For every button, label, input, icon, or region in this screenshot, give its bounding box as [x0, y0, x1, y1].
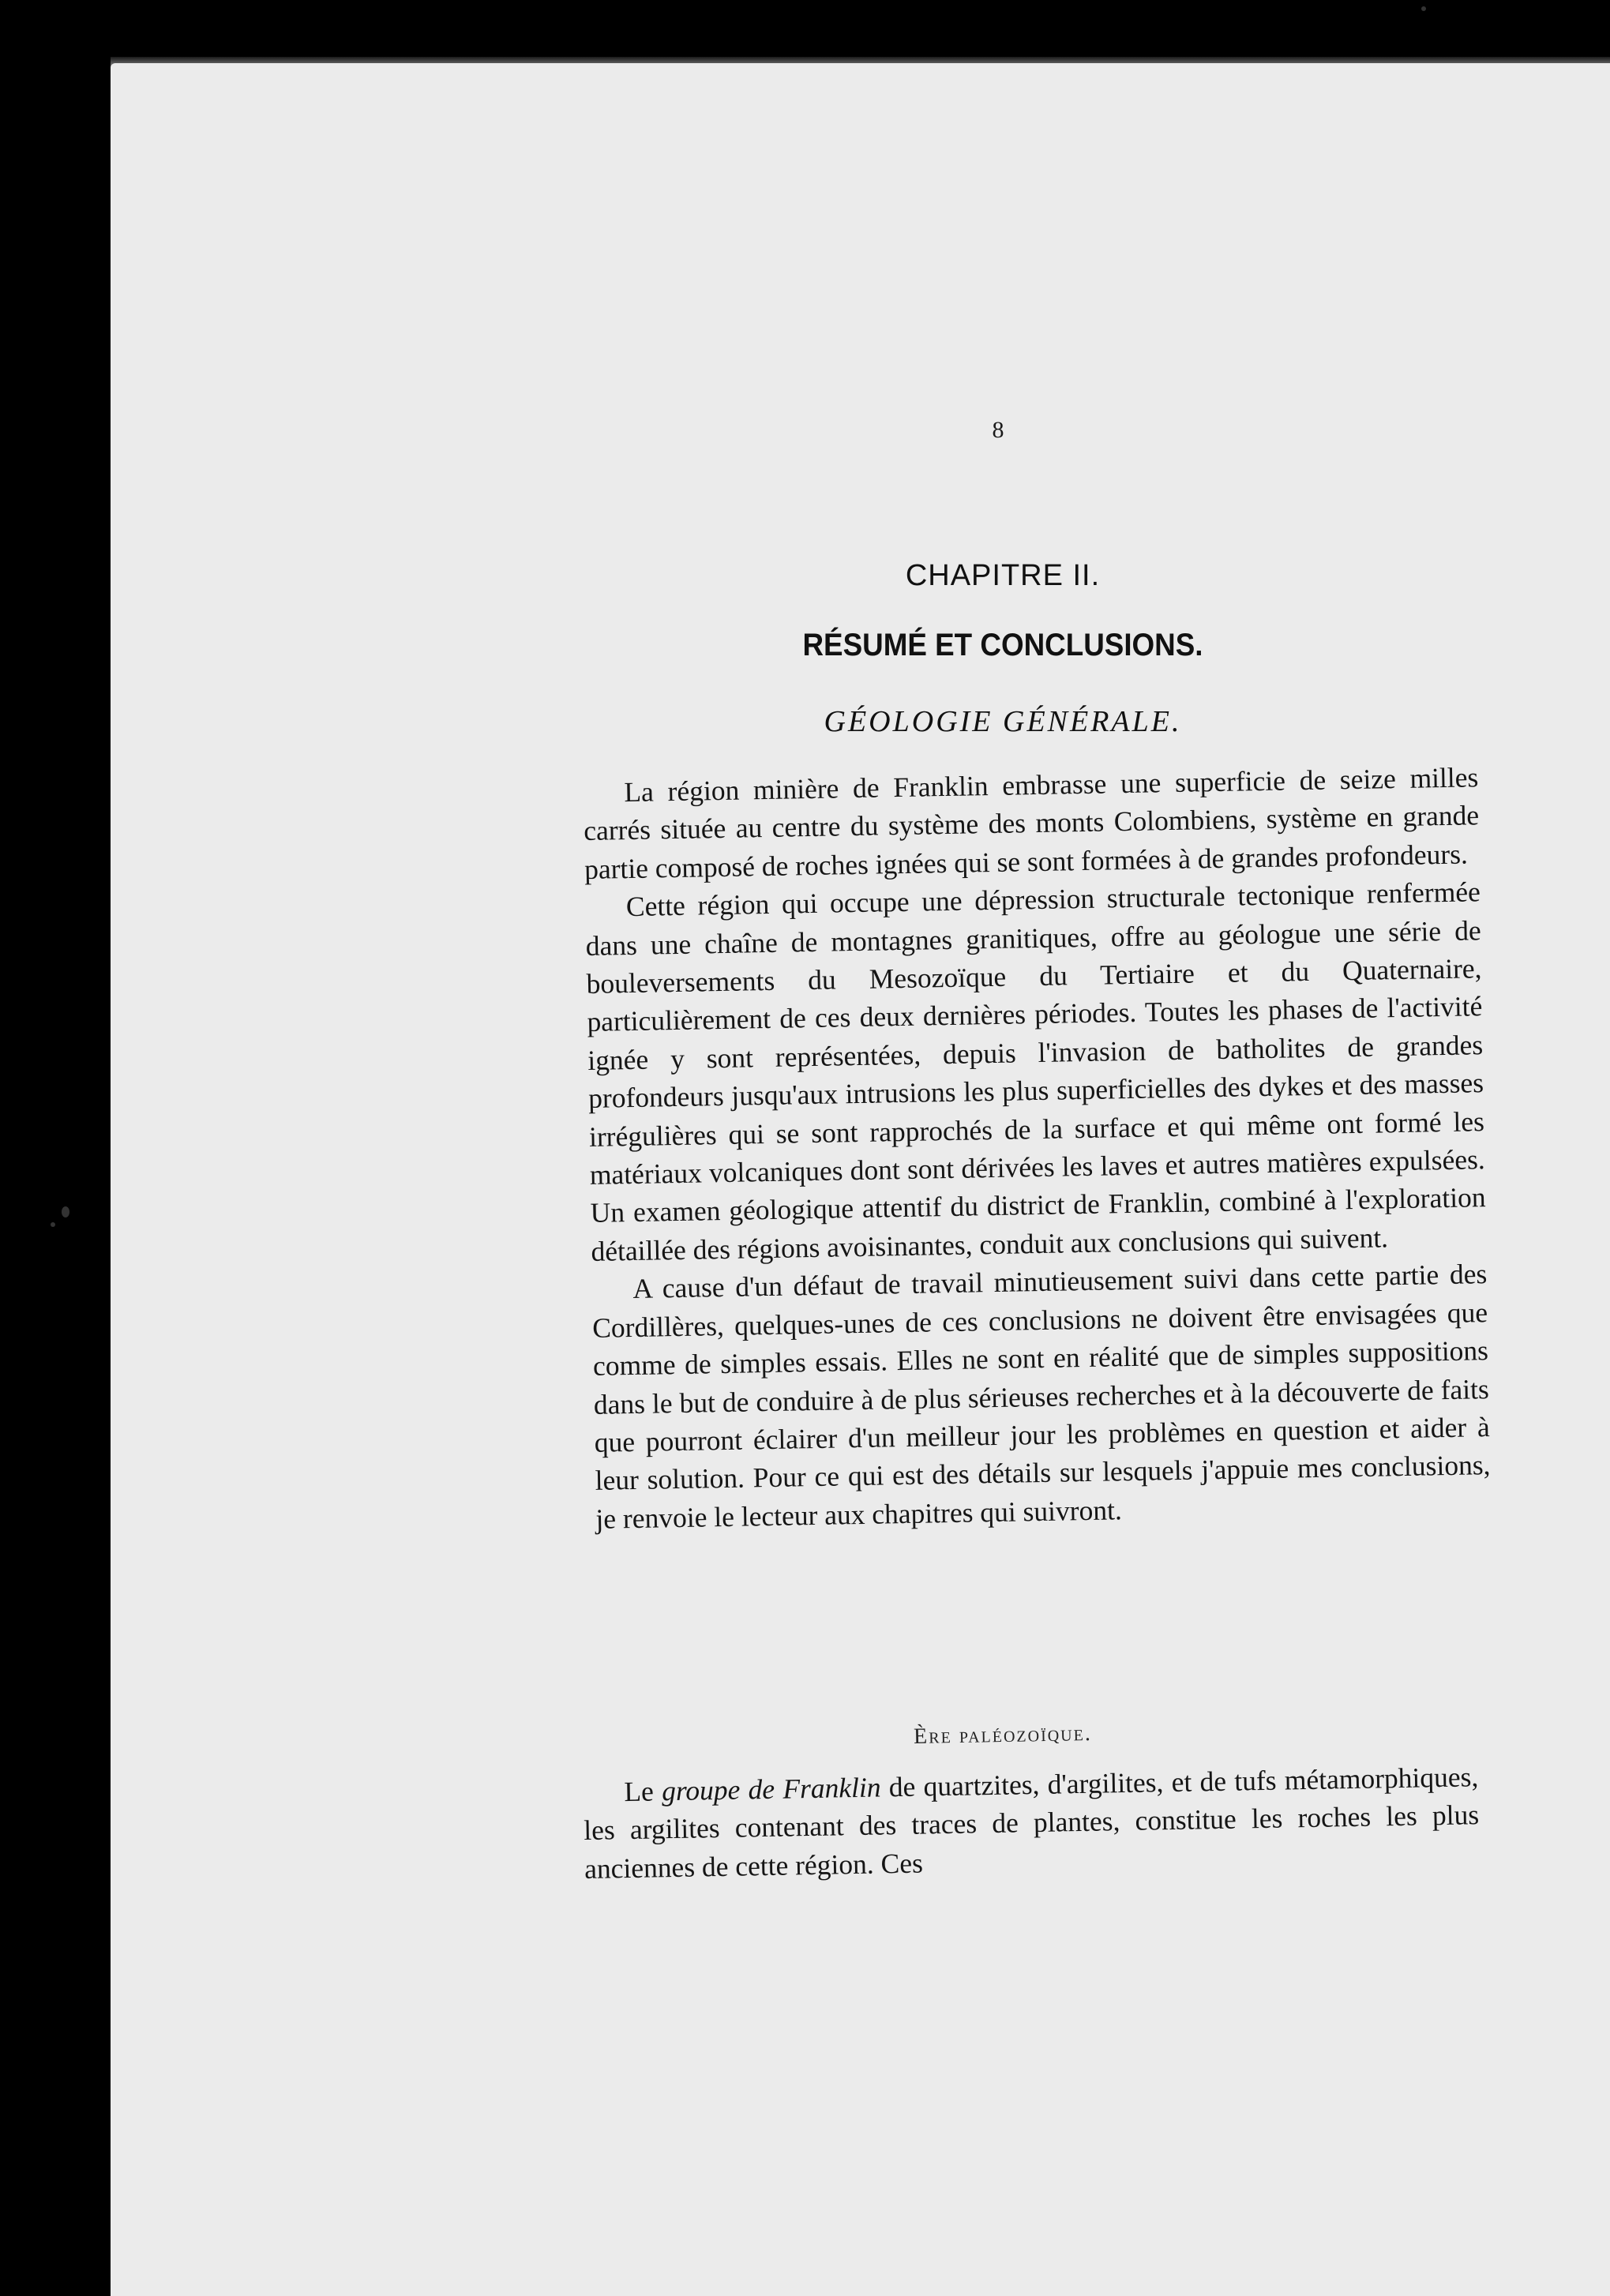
paragraph-4-rest: de quartzites, d'argilites, et de tufs métamorphiques, les argilites contenant des traces de plantes, constitue les roches les plus anciennes de cette région. Ces — [583, 1761, 1480, 1885]
scan-speck — [51, 1222, 55, 1227]
paragraph-1: La région minière de Franklin embrasse une superficie de seize milles carrés située au centre du système des monts Colombiens, système en grande partie composé de roches ignées qui se sont formées à de grandes profondeurs. — [583, 761, 1480, 885]
body-text-main — [583, 758, 1492, 1538]
paragraph-2: Cette région qui occupe une dépression structurale tectonique renfermée dans une chaîne de montagnes granitiques, offre au géologue une série de bouleversements du Mesozoïque du Tertiaire et du Quaternaire, particulièrement de ces deux dernières périodes. Toutes les phases de l'activité ignée y sont représentées, depuis l'invasion de batholites de grandes profondeurs jusqu'aux intrusions les plus superficielles des dykes et des masses irrégulières qui se sont rapprochés de la surface et qui même ont formé les matériaux volcaniques dont sont dérivées les laves et autres matières expulsées. Un examen géologique attentif du district de Franklin, combiné à l'exploration détaillée des régions avoisinantes, conduit aux conclusions qui suivent. — [585, 876, 1486, 1267]
paragraph-3: A cause d'un défaut de travail minutieusement suivi dans cette partie des Cordillères, quelques-unes de ces conclusions ne doivent être envisagées que comme de simples essais. Elles ne sont en réalité que de simples suppositions dans le but de conduire à de plus sérieuses recherches et à la découverte de faits que pourront éclairer d'un meilleur jour les problèmes en question et aider à leur solution. Pour ce qui est des détails sur lesquels j'appuie mes conclusions, je renvoie le lecteur aux chapitres qui suivront. — [591, 1258, 1491, 1535]
paragraph-4-italic: groupe de Franklin — [661, 1771, 881, 1807]
paragraph-4-lead: Le — [624, 1775, 662, 1808]
scan-speck — [62, 1206, 69, 1217]
paragraph-4 — [583, 1758, 1480, 1888]
section-title: RÉSUMÉ ET CONCLUSIONS. — [802, 628, 1203, 662]
chapter-title: CHAPITRE II. — [905, 559, 1101, 592]
era-title: Ère paléozoïque. — [913, 1721, 1093, 1749]
subsection-title: GÉOLOGIE GÉNÉRALE. — [824, 705, 1182, 738]
page-number: 8 — [992, 417, 1004, 443]
scan-speck — [1421, 6, 1426, 11]
body-text-continued — [583, 1758, 1480, 1888]
